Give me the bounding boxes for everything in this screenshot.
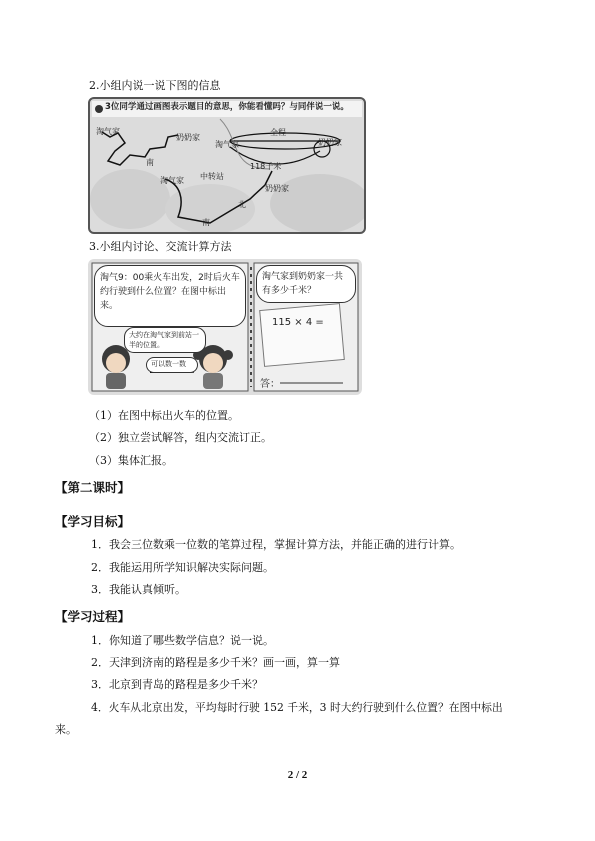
figure1-prompt: 3位同学通过画图表示题目的意思，你能看懂吗？与同伴说一说。 <box>105 102 349 112</box>
figure1-label: 奶奶家 <box>176 133 200 142</box>
figure1-label: 118千米 <box>250 162 282 171</box>
section3-title: 3.小组内讨论、交流计算方法 <box>89 240 232 253</box>
boy-bubble-text: 大约在淘气家到前站一半的位置。 <box>129 331 199 349</box>
figure1-label: 淘气家 <box>96 127 120 136</box>
goals-heading: 【学习目标】 <box>55 514 131 529</box>
process-item: 1．你知道了哪些数学信息？说一说。 <box>91 634 274 647</box>
goal-item: 1．我会三位数乘一位数的笔算过程，掌握计算方法，并能正确的进行计算。 <box>91 538 461 551</box>
figure1-label: 奶奶家 <box>265 184 289 193</box>
goal-item: 2．我能运用所学知识解决实际问题。 <box>91 561 274 574</box>
girl-bubble-text: 可以数一数 <box>151 360 186 368</box>
process-item-4-line1: 4．火车从北京出发，平均每时行驶 152 千米，3 时大约行驶到什么位置？在图中标出 <box>91 701 503 714</box>
route-sketch-drawing <box>90 99 364 232</box>
section2-title: 2.小组内说一说下图的信息 <box>89 79 221 92</box>
lesson2-heading: 【第二课时】 <box>55 480 131 495</box>
left-bubble-text: 淘气9：00乘火车出发，2时后火车约行驶到什么位置？在图中标出来。 <box>100 273 240 311</box>
route-sketch-figure <box>88 97 366 234</box>
speech-bubble-girl <box>146 357 198 373</box>
right-bubble-text: 淘气家到奶奶家一共有多少千米？ <box>262 272 344 296</box>
step-item: （2）独立尝试解答，组内交流订正。 <box>89 431 272 444</box>
question-bubble-right <box>256 265 356 303</box>
figure1-label: 淘气家 <box>215 140 239 149</box>
process-heading: 【学习过程】 <box>55 609 131 624</box>
figure1-label: 全程 <box>270 128 286 137</box>
figure1-label: 中转站 <box>200 172 224 181</box>
process-item: 3．北京到青岛的路程是多少千米？ <box>91 678 263 691</box>
figure1-label: 南 <box>146 158 154 167</box>
answer-label: 答： <box>260 379 280 390</box>
page-number: 2 / 2 <box>287 769 308 781</box>
figure1-label: 奶奶家 <box>318 138 342 147</box>
figure1-label: 北 <box>238 200 246 209</box>
figure1-label: 南 <box>202 218 210 227</box>
figure1-label: 淘气家 <box>160 176 184 185</box>
notebook-figure <box>88 259 362 395</box>
process-item: 2．天津到济南的路程是多少千米？画一画，算一算 <box>91 656 340 669</box>
step-item: （3）集体汇报。 <box>89 454 173 467</box>
step-item: （1）在图中标出火车的位置。 <box>89 409 239 422</box>
question-bubble-left <box>94 265 246 327</box>
speech-bubble-boy <box>124 327 206 353</box>
process-item-4-line2: 来。 <box>55 723 77 736</box>
goal-item: 3．我能认真倾听。 <box>91 583 186 596</box>
equation-text: 115 × 4 = <box>272 317 324 328</box>
